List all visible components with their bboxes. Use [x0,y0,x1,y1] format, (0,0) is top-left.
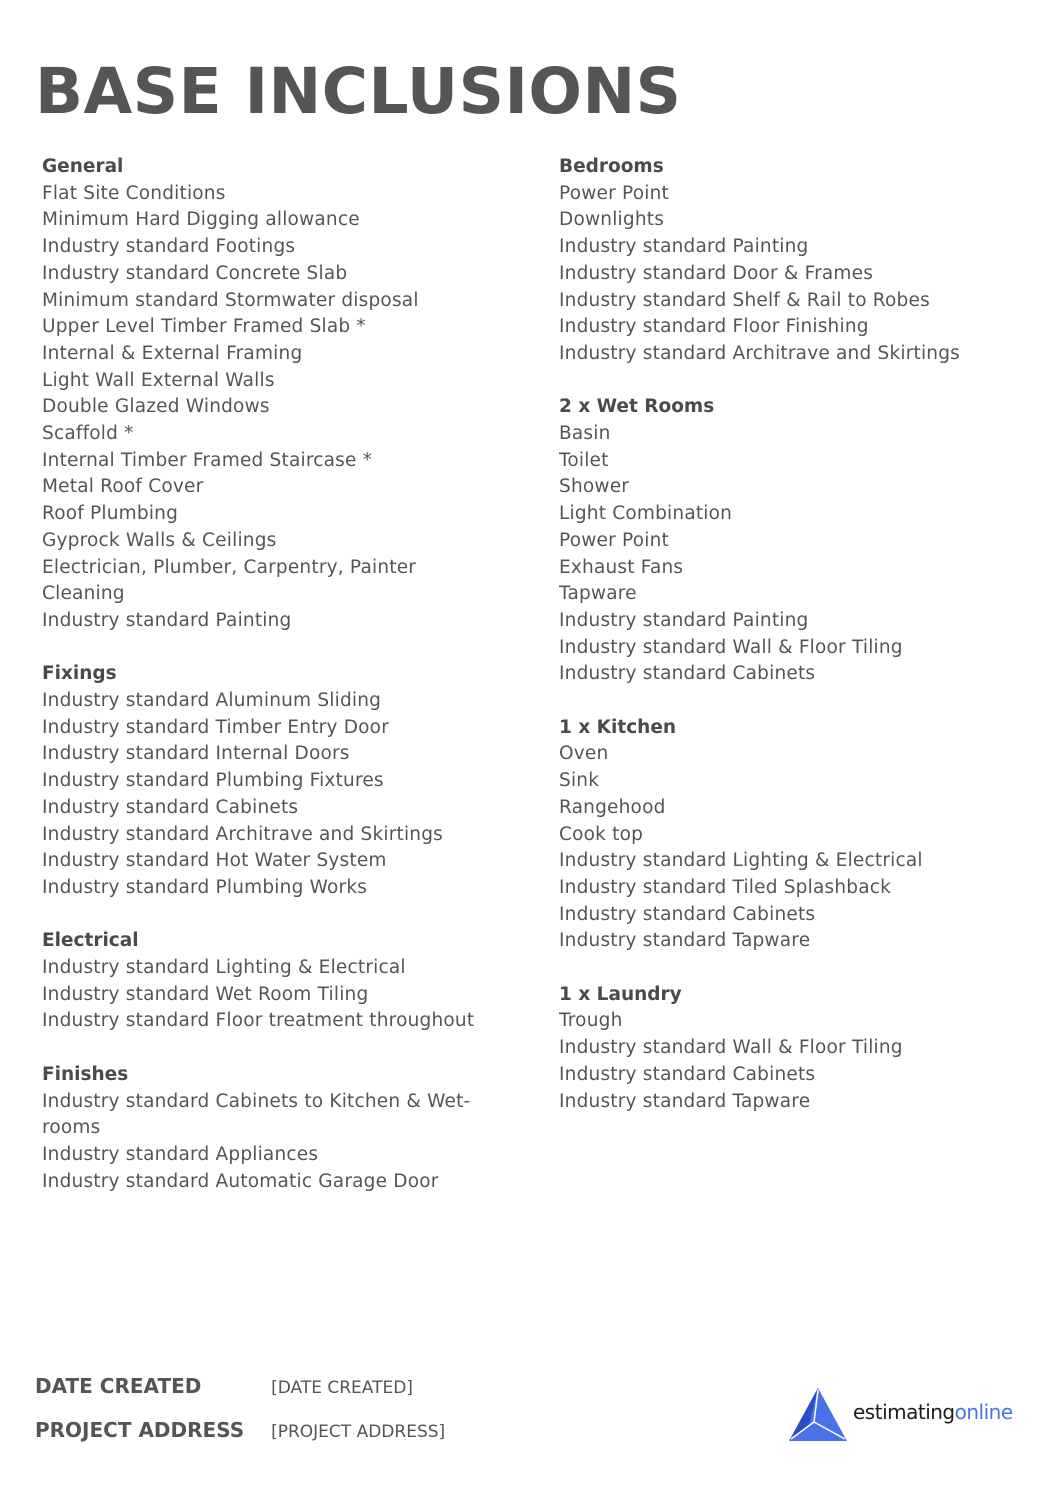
list-item: Industry standard Internal Doors [42,743,350,765]
list-item: Industry standard Automatic Garage Door [42,1170,439,1192]
list-item: Power Point [559,529,669,551]
list-item: Industry standard Plumbing Fixtures [42,770,384,792]
list-item: Industry standard Tapware [559,930,811,952]
list-item: Internal & External Framing [42,342,303,364]
section-title: 2 x Wet Rooms [559,396,715,418]
list-item: Minimum Hard Digging allowance [42,209,360,231]
list-item: Minimum standard Stormwater disposal [42,289,419,311]
list-item: Basin [559,423,611,445]
list-item: Industry standard Tiled Splashback [559,876,892,898]
list-item: Gyprock Walls & Ceilings [42,529,277,551]
section-title: Bedrooms [559,156,664,177]
list-item: Cook top [559,823,644,845]
list-item: Downlights [559,209,665,231]
list-item: Industry standard Wet Room Tiling [42,983,369,1005]
section-1-x-kitchen [559,715,999,955]
list-item: Industry standard Cabinets [42,796,299,818]
list-item: Roof Plumbing [42,503,179,525]
section-fixings [42,661,512,901]
list-item: Flat Site Conditions [42,182,226,204]
date-created-label: DATE CREATED [35,1374,202,1398]
list-item: Sink [559,770,600,792]
list-item: Shower [559,476,630,498]
logo-wordmark [853,1400,1013,1424]
section-electrical [42,928,512,1035]
list-item: Metal Roof Cover [42,476,204,498]
list-item: Industry standard Tapware [559,1090,811,1112]
project-address-row [35,1418,445,1442]
logo-word-online: online [954,1400,1013,1424]
list-item: Industry standard Timber Entry Door [42,716,390,738]
list-item: Industry standard Shelf & Rail to Robes [559,289,930,311]
list-item: Industry standard Lighting & Electrical [559,850,923,872]
section-title: Fixings [42,663,117,685]
list-item: Industry standard Architrave and Skirtings [42,823,444,845]
list-item: Industry standard Lighting & Electrical [42,957,406,979]
date-created-row [35,1374,413,1398]
list-item: Industry standard Footings [42,236,296,258]
list-item: Rangehood [559,796,666,818]
section-finishes [42,1062,512,1196]
list-item: Power Point [559,182,669,204]
list-item: Internal Timber Framed Staircase * [42,449,373,471]
list-item: Industry standard Wall & Floor Tiling [559,1037,903,1059]
section-bedrooms [559,154,999,368]
list-item: Light Wall External Walls [42,369,275,391]
list-item: Industry standard Door & Frames [559,262,874,284]
list-item: Scaffold * [42,423,134,445]
date-created-value: [DATE CREATED] [271,1378,413,1398]
list-item: Industry standard Plumbing Works [42,876,368,898]
list-item: Industry standard Cabinets [559,663,816,685]
section-title: Electrical [42,930,139,952]
section-title: General [42,156,124,177]
triangle-logo-icon [787,1386,849,1444]
list-item: Toilet [559,449,609,471]
section-title: Finishes [42,1063,129,1085]
list-item: Cleaning [42,583,125,605]
section-title: 1 x Kitchen [559,716,677,738]
list-item: Trough [559,1010,623,1032]
right-column [559,154,999,1142]
project-address-value: [PROJECT ADDRESS] [271,1422,446,1442]
left-column [42,154,512,1222]
section-1-x-laundry [559,982,999,1116]
list-item: Industry standard Painting [42,609,292,631]
list-item: Industry standard Cabinets [559,903,816,925]
estimatingonline-logo [787,1386,1027,1444]
list-item: Industry standard Floor Finishing [559,316,869,338]
project-address-label: PROJECT ADDRESS [35,1418,245,1442]
section-general [42,154,512,635]
list-item: Exhaust Fans [559,556,684,578]
list-item: Industry standard Aluminum Sliding [42,690,382,712]
section-title: 1 x Laundry [559,983,682,1005]
list-item: Double Glazed Windows [42,396,270,418]
list-item: Upper Level Timber Framed Slab * [42,316,366,338]
list-item: Oven [559,743,609,765]
list-item: Industry standard Architrave and Skirtings [559,342,961,364]
list-item: Electrician, Plumber, Carpentry, Painter [42,556,417,578]
list-item: Industry standard Concrete Slab [42,262,348,284]
list-item: Tapware [559,583,637,605]
section-2-x-wet-rooms [559,394,999,688]
list-item: Light Combination [559,503,733,525]
list-item: Industry standard Painting [559,609,809,631]
list-item: Industry standard Floor treatment throughout [42,1010,475,1032]
list-item: Industry standard Cabinets to Kitchen & Wet-rooms [42,1090,471,1139]
list-item: Industry standard Painting [559,236,809,258]
list-item: Industry standard Hot Water System [42,850,387,872]
logo-word-estimating: estimating [853,1400,955,1424]
list-item: Industry standard Appliances [42,1143,319,1165]
list-item: Industry standard Wall & Floor Tiling [559,636,903,658]
list-item: Industry standard Cabinets [559,1063,816,1085]
page-title: BASE INCLUSIONS [35,55,682,128]
